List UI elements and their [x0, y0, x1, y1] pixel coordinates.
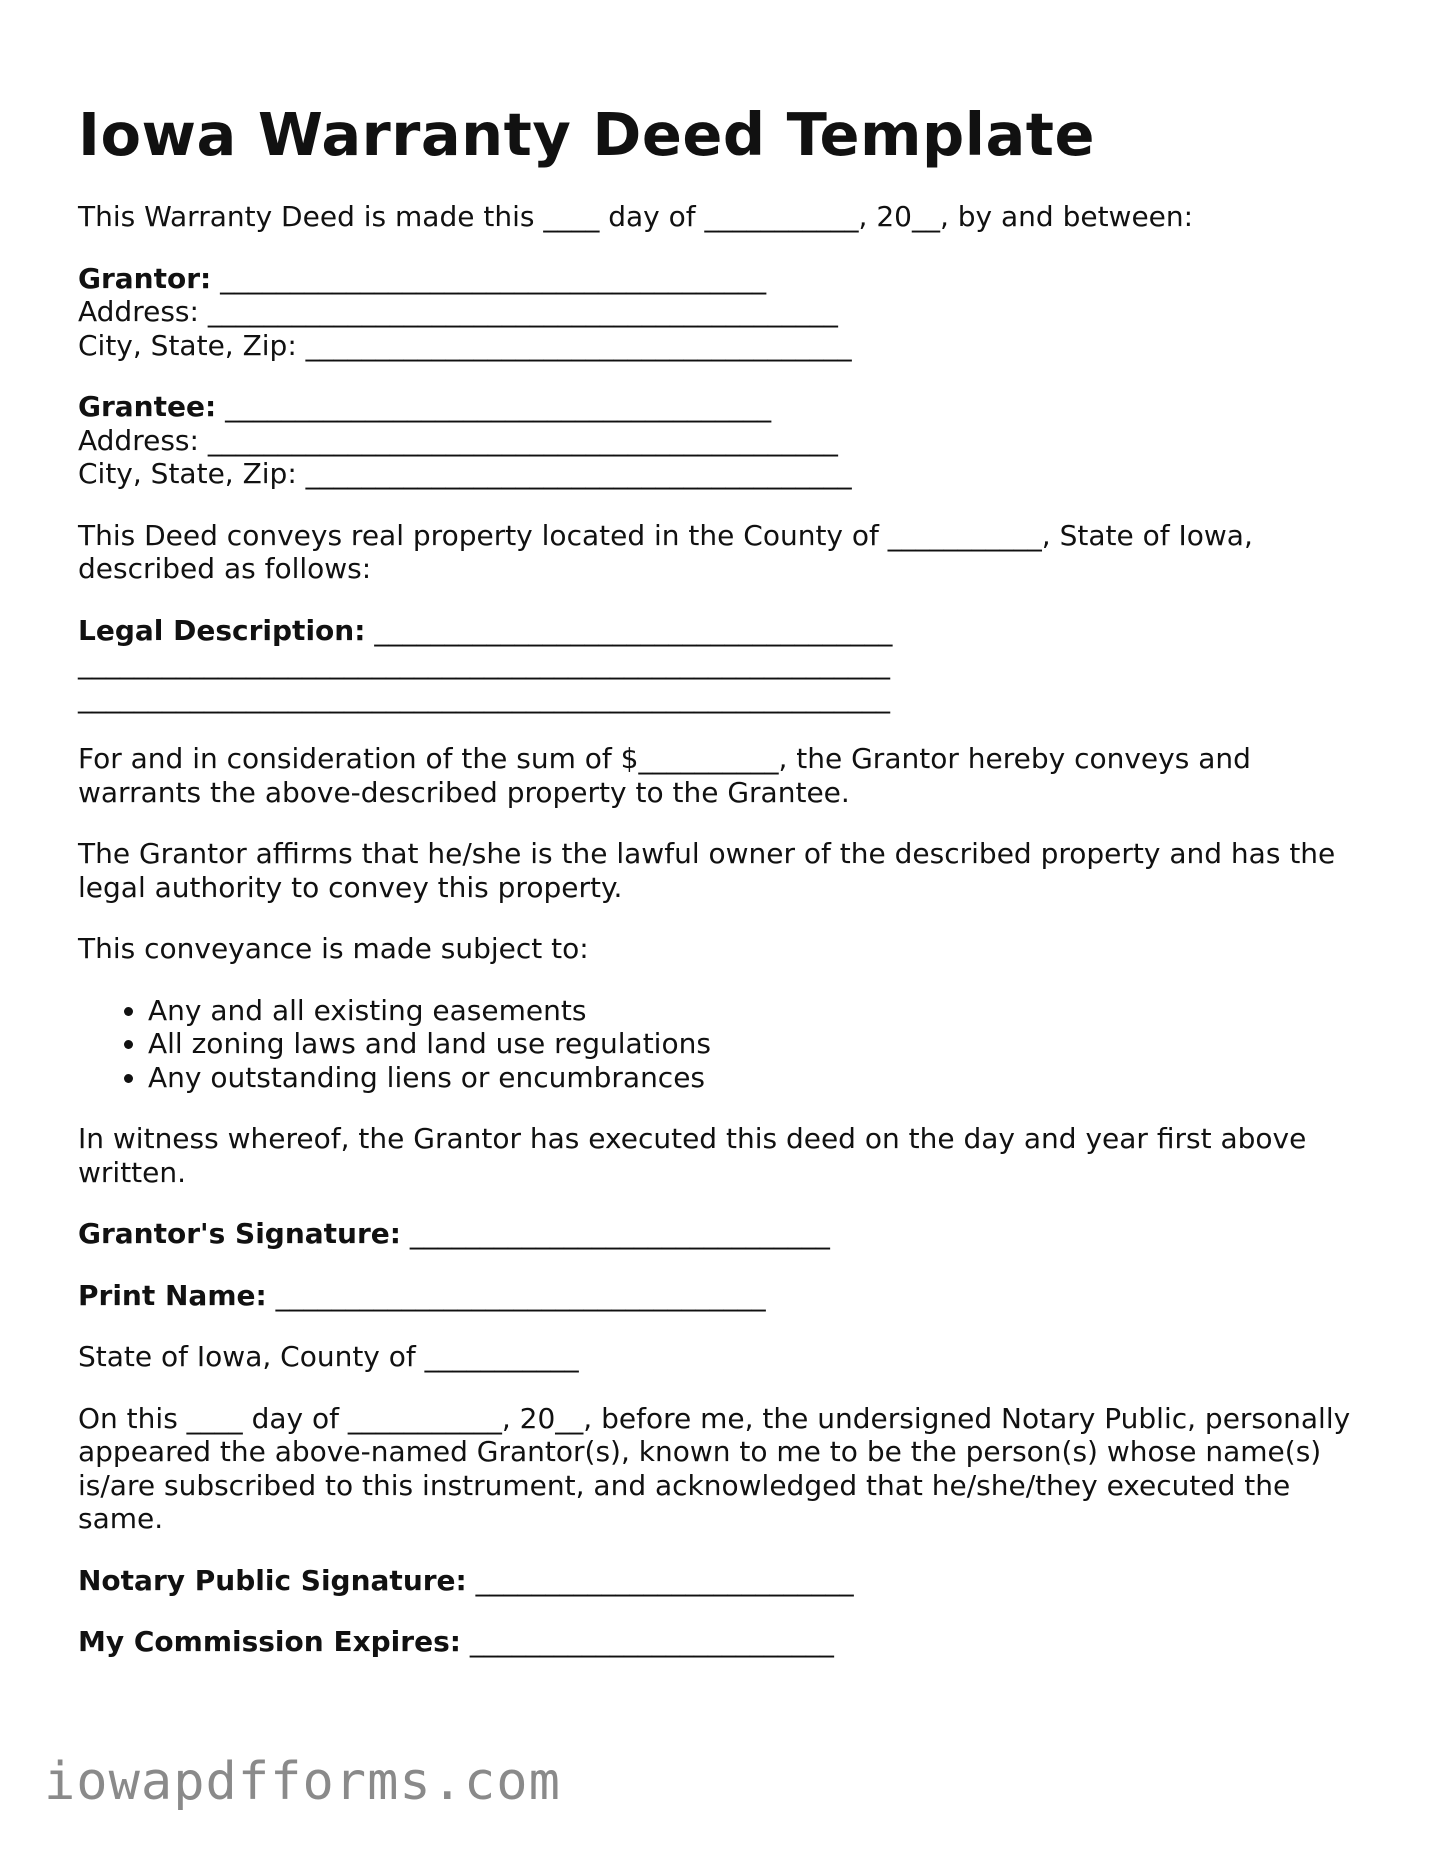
legal-description-blank-2: __________________________________________________________	[78, 647, 890, 680]
grantee-name-blank: _______________________________________	[216, 390, 772, 423]
notary-signature-label: Notary Public Signature:	[78, 1563, 467, 1597]
document-page	[78, 100, 1368, 1687]
intro-paragraph: This Warranty Deed is made this ____ day of ___________, 20__, by and between:	[78, 200, 1194, 233]
legal-description-blank-3: __________________________________________________________	[78, 680, 890, 714]
list-item: • All zoning laws and land use regulations	[148, 1027, 1368, 1061]
notary-signature-blank: ___________________________	[466, 1563, 854, 1597]
list-item: • Any outstanding liens or encumbrances	[148, 1061, 1368, 1095]
print-name-label: Print Name:	[78, 1278, 267, 1312]
grantee-section	[78, 390, 1368, 491]
page-title: Iowa Warranty Deed Template	[78, 100, 1096, 169]
print-name-blank: ___________________________________	[266, 1278, 766, 1312]
grantor-name-blank: _______________________________________	[211, 261, 767, 295]
grantor-section	[78, 262, 1368, 363]
grantee-line	[78, 390, 1368, 424]
subject-intro: This conveyance is made subject to:	[78, 932, 589, 965]
witness-paragraph: In witness whereof, the Grantor has executed this deed on the day and year first above written.	[78, 1122, 1307, 1189]
grantor-signature-blank: ______________________________	[400, 1217, 830, 1250]
print-name-line	[78, 1279, 1368, 1313]
grantor-address-line: Address: _____________________________________________	[78, 295, 838, 328]
legal-description-blank-1: _____________________________________	[365, 613, 893, 647]
grantor-label: Grantor:	[78, 261, 212, 295]
legal-description-label: Legal Description:	[78, 613, 366, 647]
state-county-line: State of Iowa, County of ___________	[78, 1340, 579, 1373]
list-item: • Any and all existing easements	[148, 994, 1368, 1028]
commission-expires-line	[78, 1625, 1368, 1659]
consideration-paragraph: For and in consideration of the sum of $__________, the Grantor hereby conveys and warrants the above-described property to the Grantee.	[78, 742, 1251, 809]
legal-description-section	[78, 614, 1368, 715]
grantee-label: Grantee:	[78, 390, 217, 423]
affirms-paragraph: The Grantor affirms that he/she is the lawful owner of the described property and has the legal authority to convey this property.	[78, 837, 1336, 904]
grantor-line	[78, 262, 1368, 296]
conveys-paragraph: This Deed conveys real property located in the County of ___________, State of Iowa, described as follows:	[78, 518, 1253, 585]
site-watermark: iowapdfforms.com	[44, 1752, 561, 1812]
subject-list	[78, 994, 1368, 1095]
grantor-city-line: City, State, Zip: _______________________________________	[78, 328, 852, 362]
commission-expires-label: My Commission Expires:	[78, 1625, 461, 1658]
commission-expires-blank: __________________________	[460, 1625, 834, 1658]
notary-signature-line	[78, 1564, 1368, 1598]
grantee-city-line: City, State, Zip: _______________________________________	[78, 457, 852, 490]
grantee-address-line: Address: _____________________________________________	[78, 423, 838, 457]
notary-paragraph: On this ____ day of ___________, 20__, before me, the undersigned Notary Public, personally appeared the above-named Grantor(s), known to me to be the person(s) whose name(s) is/are subscribed to this instrument, and acknowledged that he/she/they executed the same.	[78, 1401, 1351, 1535]
legal-description-line	[78, 614, 1368, 648]
grantor-signature-line	[78, 1217, 1368, 1251]
grantor-signature-label: Grantor's Signature:	[78, 1217, 401, 1250]
